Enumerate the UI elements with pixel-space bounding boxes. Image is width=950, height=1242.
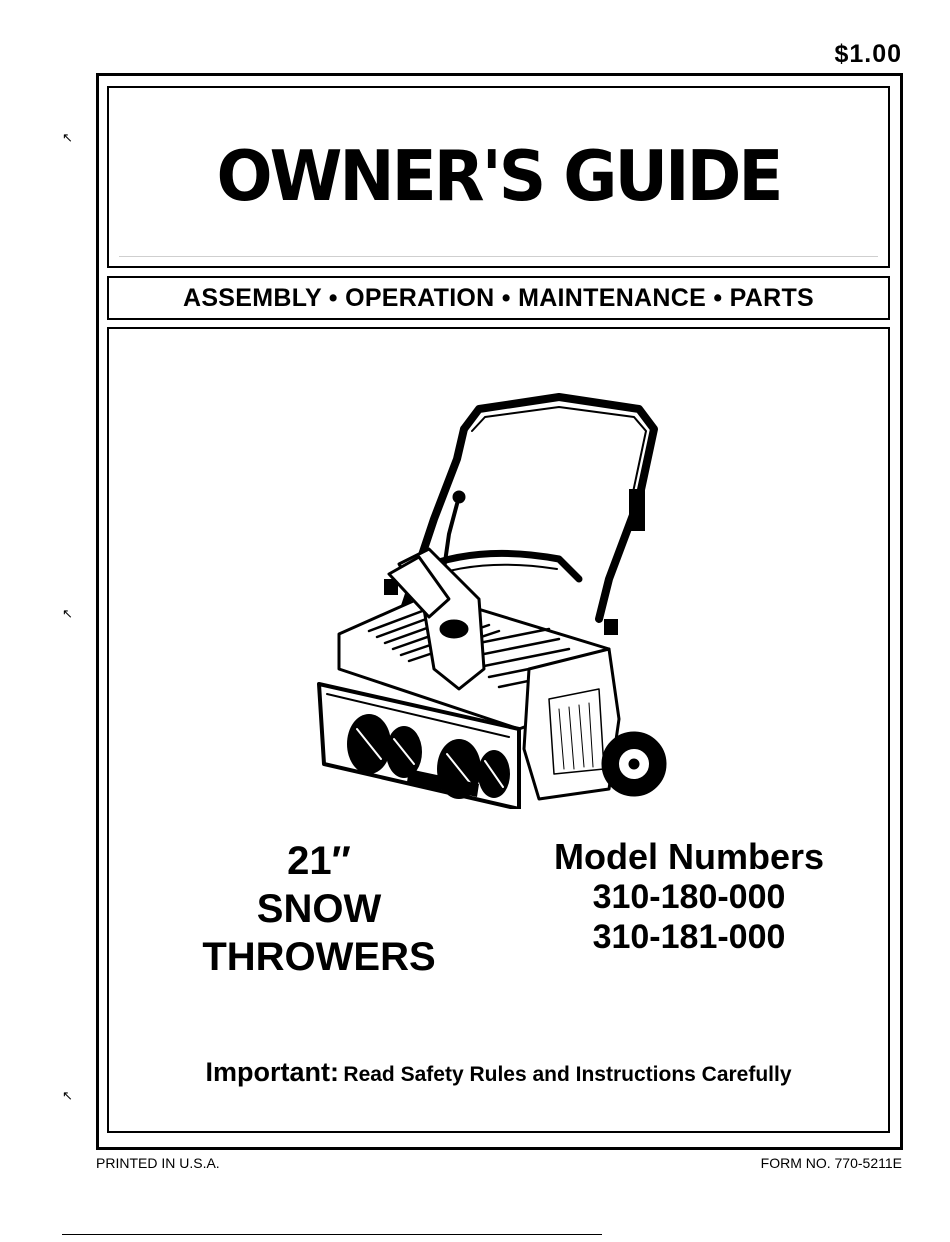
cover-frame <box>96 73 903 1150</box>
model-heading: Model Numbers <box>553 836 825 877</box>
divider <box>119 256 878 257</box>
margin-mark-icon: ↖ <box>62 606 73 621</box>
safety-notice <box>109 1057 888 1088</box>
bottom-rule <box>62 1234 602 1235</box>
product-name <box>169 837 469 981</box>
notice-text: Read Safety Rules and Instructions Carefully <box>343 1063 792 1086</box>
tagline: ASSEMBLY • OPERATION • MAINTENANCE • PARTS <box>182 284 815 312</box>
product-line-1: SNOW <box>256 887 382 931</box>
model-numbers <box>529 837 849 957</box>
model-number: 310-180-000 <box>592 878 786 916</box>
notice-lead: Important: <box>205 1057 339 1087</box>
printed-note: PRINTED IN U.S.A. <box>96 1155 220 1171</box>
margin-mark-icon: ↖ <box>62 130 73 145</box>
title-box <box>107 86 890 268</box>
page-title: OWNER'S GUIDE <box>216 136 781 217</box>
price-label: $1.00 <box>834 40 902 68</box>
product-line-2: THROWERS <box>202 935 436 979</box>
product-size: 21″ <box>287 839 351 883</box>
model-number: 310-181-000 <box>592 918 786 956</box>
tagline-box <box>107 276 890 320</box>
main-panel <box>107 327 890 1133</box>
form-number: FORM NO. 770-5211E <box>760 1155 902 1171</box>
snow-thrower-illustration <box>309 369 709 809</box>
margin-mark-icon: ↖ <box>62 1088 73 1103</box>
